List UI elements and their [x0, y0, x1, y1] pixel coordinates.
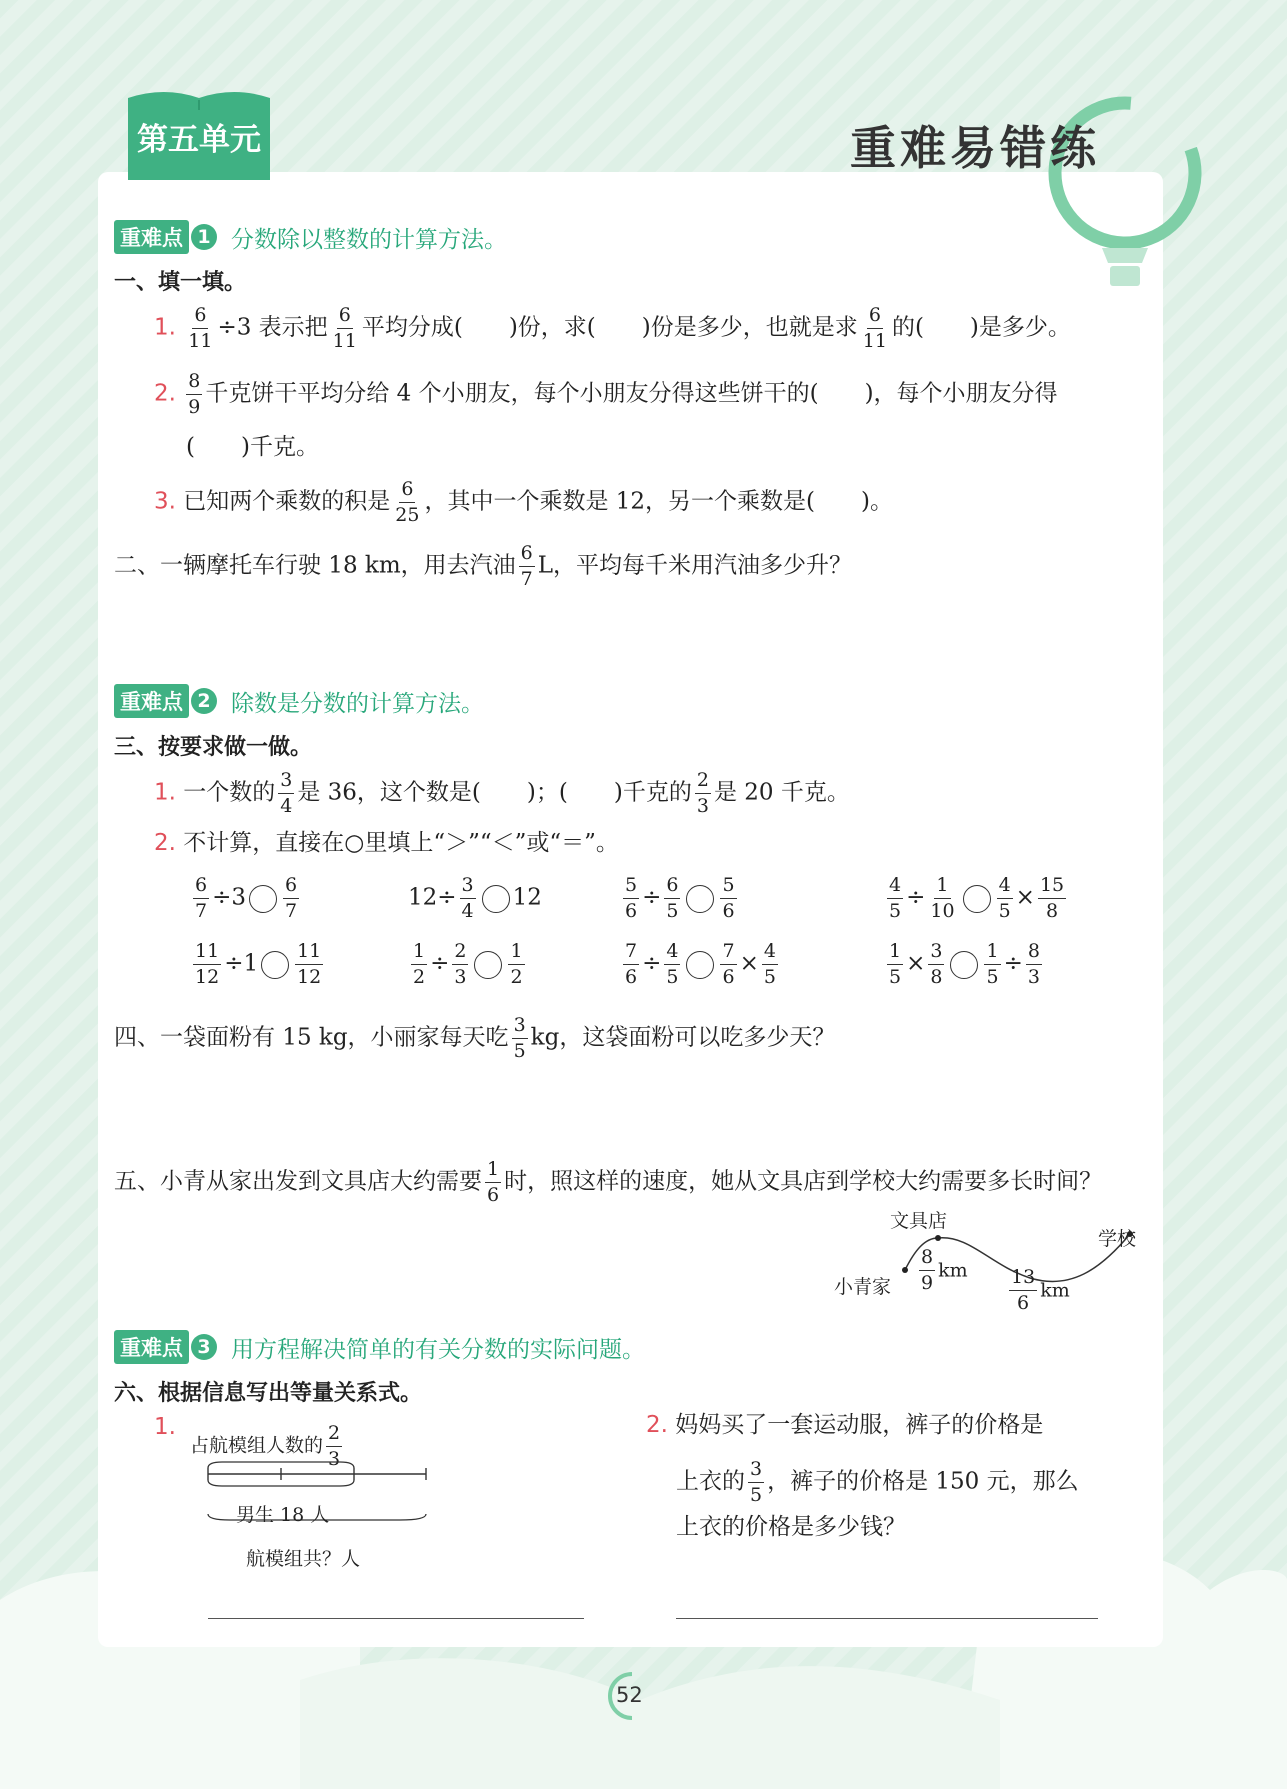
- question-text: 二、一辆摩托车行驶 18 km，用去汽油: [114, 552, 516, 579]
- page-title: 重难易错练: [850, 121, 1100, 175]
- question-3-2: [154, 832, 619, 855]
- map-distance-1: $\frac{8}{9}$ km: [921, 1246, 968, 1294]
- fraction: $\frac{1}{6}$: [487, 1158, 500, 1206]
- answer-circle[interactable]: [261, 951, 289, 979]
- section-title-5: [114, 1160, 1102, 1205]
- question-number: 2.: [646, 1412, 668, 1438]
- compare-item: $\frac{7}{6}$ ÷ $\frac{4}{5}$ $\frac{7}{6}$ × $\frac{4}{5}$: [625, 940, 776, 988]
- fraction: $\frac{6}{25}$: [395, 478, 420, 526]
- question-6-2-line2: 上衣的 $\frac{3}{5}$ ，裤子的价格是 150 元，那么: [676, 1458, 1079, 1506]
- map-label-shop: 文具店: [890, 1210, 948, 1232]
- answer-circle[interactable]: [249, 885, 277, 913]
- question-1-2-cont: ( )千克。: [186, 434, 319, 460]
- compare-item: $\frac{11}{12}$ ÷1 $\frac{11}{12}$: [195, 940, 322, 988]
- map-label-home: 小青家: [834, 1276, 892, 1298]
- question-3-1: [154, 771, 850, 816]
- answer-circle[interactable]: [963, 885, 991, 913]
- compare-item: $\frac{6}{7}$ ÷3 $\frac{6}{7}$: [195, 874, 298, 922]
- question-text: 一个数的: [183, 779, 276, 806]
- answer-circle[interactable]: [474, 951, 502, 979]
- question-number: 1.: [154, 314, 176, 341]
- question-number: 1.: [154, 1414, 176, 1440]
- fraction: $\frac{6}{11}$: [332, 304, 357, 352]
- answer-circle[interactable]: [950, 951, 978, 979]
- section-title-3: 三、按要求做一做。: [114, 735, 313, 760]
- question-text: ，其中一个乘数是 12，另一个乘数是( )。: [424, 488, 893, 515]
- key-point-badge: 重难点: [114, 220, 189, 254]
- compare-item: $\frac{1}{2}$ ÷ $\frac{2}{3}$ $\frac{1}{2}$: [413, 940, 523, 988]
- question-number: 2.: [154, 830, 176, 856]
- fraction: $\frac{8}{9}$: [188, 370, 201, 418]
- key-point-text: 分数除以整数的计算方法。: [231, 226, 507, 253]
- compare-item: 12÷ $\frac{3}{4}$ 12: [408, 874, 542, 922]
- question-text: 妈妈买了一套运动服，裤子的价格是: [675, 1412, 1044, 1438]
- compare-item: $\frac{1}{5}$ × $\frac{3}{8}$ $\frac{1}{5}$ ÷ $\frac{8}{3}$: [889, 940, 1040, 988]
- question-text: 平均分成( )份，求( )份是多少，也就是求: [361, 314, 858, 341]
- key-point-text: 除数是分数的计算方法。: [231, 690, 484, 717]
- fraction: $\frac{2}{3}$: [696, 769, 709, 817]
- key-point-badge: 重难点: [114, 1330, 189, 1364]
- map-distance-2: $\frac{13}{6}$ km: [1011, 1266, 1070, 1314]
- fraction: $\frac{6}{11}$: [862, 304, 887, 352]
- question-text: 千克饼干平均分给 4 个小朋友，每个小朋友分得这些饼干的( )，每个小朋友分得: [205, 380, 1058, 407]
- question-1-2: [154, 372, 1058, 417]
- fraction: $\frac{6}{11}$: [188, 304, 213, 352]
- key-point-3: [114, 1330, 645, 1364]
- answer-circle[interactable]: [482, 885, 510, 913]
- answer-line[interactable]: [208, 1618, 584, 1619]
- key-point-text: 用方程解决简单的有关分数的实际问题。: [231, 1336, 645, 1363]
- fraction: $\frac{3}{4}$: [280, 769, 293, 817]
- key-point-2: [114, 684, 484, 718]
- question-text: 已知两个乘数的积是: [183, 488, 391, 515]
- key-point-badge: 重难点: [114, 684, 189, 718]
- question-text: ÷3 表示把: [217, 314, 328, 341]
- question-text: 是 36，这个数是( )；( )千克的: [297, 779, 692, 806]
- diagram-label-top: 占航模组人数的 $\frac{2}{3}$: [190, 1422, 341, 1470]
- question-text: 是 20 千克。: [713, 779, 850, 806]
- question-6-2: [646, 1414, 1043, 1437]
- question-text: kg，这袋面粉可以吃多少天？: [530, 1024, 836, 1051]
- question-text: 五、小青从家出发到文具店大约需要: [114, 1168, 482, 1195]
- answer-circle[interactable]: [686, 951, 714, 979]
- section-title-1: 一、填一填。: [114, 270, 247, 295]
- question-6-2-line3: 上衣的价格是多少钱？: [676, 1514, 906, 1540]
- question-text: 的( )是多少。: [891, 314, 1071, 341]
- diagram-label-boys: 男生 18 人: [236, 1504, 330, 1526]
- answer-circle[interactable]: [686, 885, 714, 913]
- question-text: 四、一袋面粉有 15 kg，小丽家每天吃: [114, 1024, 509, 1051]
- page-number: 52: [616, 1683, 643, 1707]
- key-point-number: 3: [191, 1334, 217, 1360]
- question-text: L，平均每千米用汽油多少升？: [537, 552, 853, 579]
- question-text: 不计算，直接在○里填上“＞”“＜”或“＝”。: [183, 830, 619, 856]
- compare-item: $\frac{4}{5}$ ÷ $\frac{1}{10}$ $\frac{4}{5}$ × $\frac{15}{8}$: [889, 874, 1065, 922]
- question-number: 1.: [154, 779, 176, 806]
- key-point-number: 1: [191, 224, 217, 250]
- map-label-school: 学校: [1098, 1228, 1137, 1250]
- question-number: 3.: [154, 488, 176, 515]
- section-title-4: [114, 1016, 835, 1061]
- key-point-number: 2: [191, 688, 217, 714]
- section-title-2: [114, 544, 852, 589]
- question-1-3: [154, 480, 893, 525]
- fraction: $\frac{3}{5}$: [513, 1014, 526, 1062]
- fraction: $\frac{6}{7}$: [520, 542, 533, 590]
- question-text: 时，照这样的速度，她从文具店到学校大约需要多长时间？: [504, 1168, 1103, 1195]
- unit-label: 第五单元: [137, 122, 261, 158]
- section-title-6: 六、根据信息写出等量关系式。: [114, 1381, 423, 1406]
- key-point-1: [114, 220, 507, 254]
- answer-line[interactable]: [676, 1618, 1098, 1619]
- unit-tab: [124, 88, 274, 180]
- question-number: 2.: [154, 380, 176, 407]
- question-1-1: [154, 306, 1071, 351]
- diagram-label-total: 航模组共？人: [246, 1548, 361, 1570]
- compare-item: $\frac{5}{6}$ ÷ $\frac{6}{5}$ $\frac{5}{6}$: [625, 874, 735, 922]
